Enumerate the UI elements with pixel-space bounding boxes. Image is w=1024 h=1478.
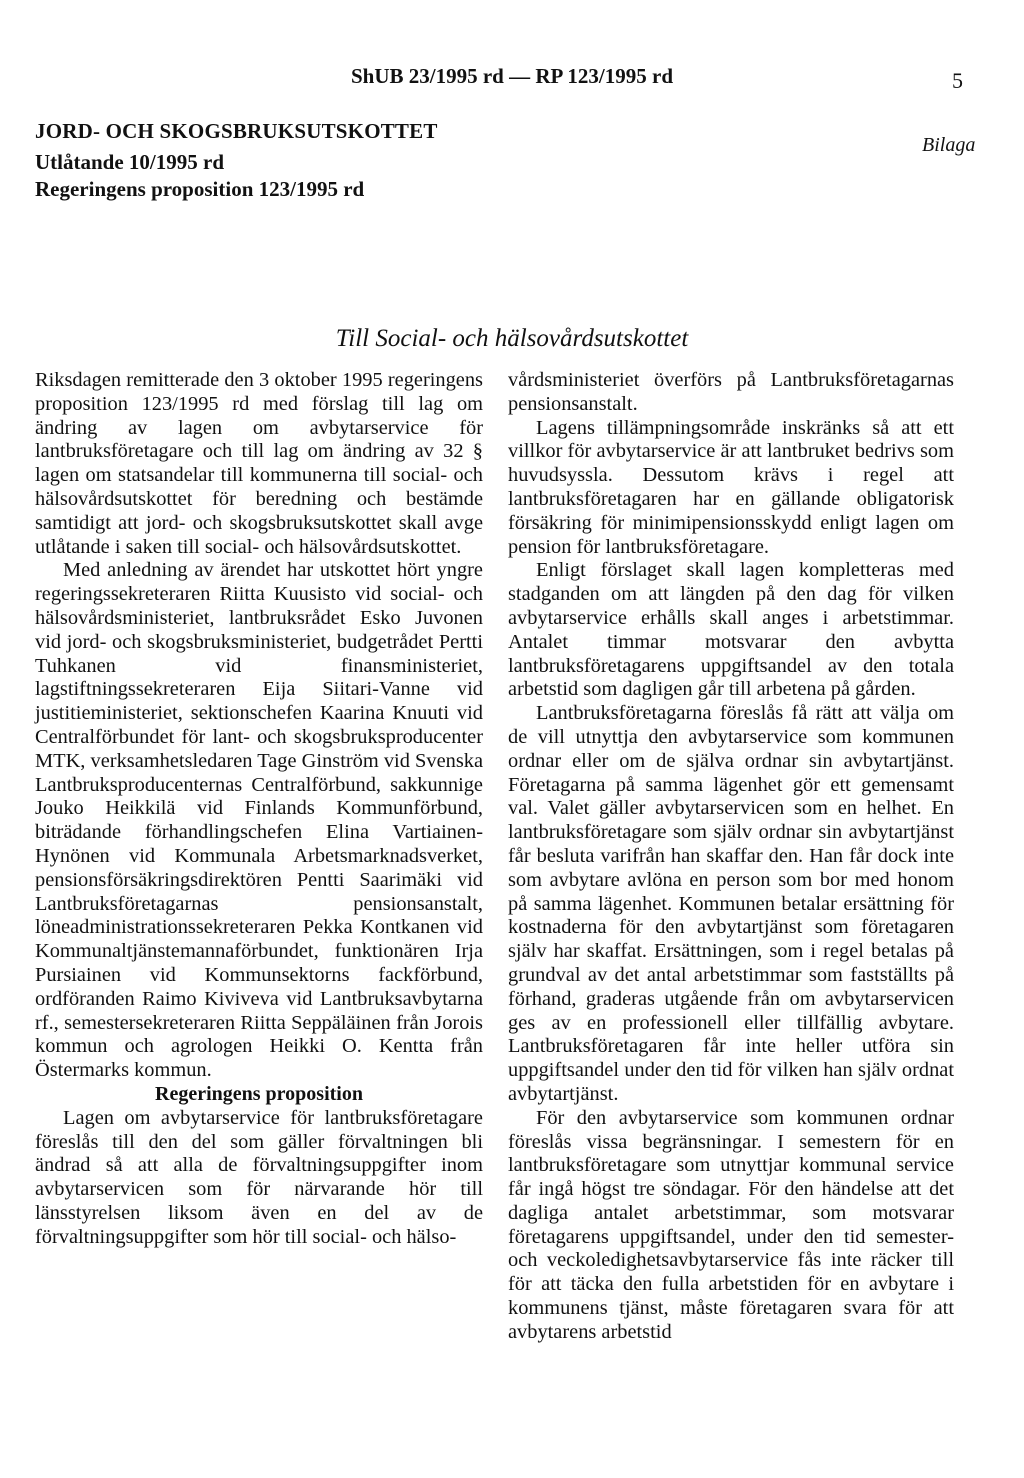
- right-column: [508, 369, 954, 1345]
- running-header: ShUB 23/1995 rd — RP 123/1995 rd: [350, 64, 674, 88]
- paragraph-choice: Lantbruksföretagarna föreslås få rätt att välja om de vill utnyttja den avbytarservice som kommunen ordnar eller om de själva ordnar sin avbytartjänst. Företagarna på samma lägenhet gör ett gemensamt val. Valet gäller avbytarservicen som en helhet. En lantbruksföretagare som själv ordnar sin avbytartjänst får besluta varifrån han skaffar den. Han får dock inte som avbytare avlöna en person som bor med honom på samma lägenhet. Kommunen betalar ersättning för kostnaderna för den avbytartjänst som företagaren själv har skaffat. Ersättningen, som i regel betalas på grundval av det antal arbetstimmar som fastställts på förhand, graderas utgående från om avbytarservicen ges av en professionell eller tillfällig avbytare. Lantbruksföretagaren får inte heller utföra sin uppgiftsandel under den tid för vilken han själv ordnat avbytartjänst.: [508, 702, 954, 1105]
- paragraph-proposition: Lagen om avbytarservice för lantbruksföretagare föreslås till den del som gäller förvaltningen bli ändrad så att alla de förvaltningsuppgifter inom avbytarservicen som för närvarande hör till länsstyrelsen liksom även en del av de förvaltningsuppgifter som hör till social- och hälso-: [35, 1106, 483, 1248]
- page-number: 5: [952, 68, 963, 93]
- paragraph-hearings: Med anledning av ärendet har utskottet hört yngre regeringssekreteraren Riitta Kuusisto vid social- och hälsovårdsministeriet, lantbruksrådet Esko Juvonen vid jord- och skogsbruksministeriet, budgetrådet Pertti Tuhkanen vid finansministeriet, lagstiftningssekreteraren Eija Siitari-Vanne vid justitieministeriet, sektionschefen Kaarina Knuuti vid Centralförbundet för lant- och skogsbruksproducenter MTK, verksamhetsledaren Tage Ginström vid Svenska Lantbruksproducenternas Centralförbund, sakkunnige Jouko Heikkilä vid Finlands Kommunförbund, biträdande förhandlingschefen Elina Vartiainen-Hynönen vid Kommunala Arbetsmarknadsverket, pensionsförsäkringsdirektören Pentti Saarimäki vid Lantbruksföretagarnas pensionsanstalt, löneadministrationssekreteraren Pekka Kontkanen vid Kommunaltjänstemannaförbundet, funktionären Irja Pursiainen vid Kommunsektorns fackförbund, ordföranden Raimo Kiviveva vid Lantbruksavbytarna rf., semestersekreteraren Riitta Seppäläinen från Jorois kommun och agrologen Heikki O. Kentta från Östermarks kommun.: [35, 559, 483, 1082]
- left-column: [35, 369, 483, 1249]
- paragraph-remittance: Riksdagen remitterade den 3 oktober 1995 regeringens proposition 123/1995 rd med förslag till lag om ändring av lagen om avbytarservice för lantbruksföretagare och till lag om ändring av 32 § lagen om statsandelar till kommunerna till social- och hälsovårdsutskottet för beredning och bestämde samtidigt att jord- och skogsbruksutskottet skall avge utlåtande i saken till social- och hälsovårdsutskottet.: [35, 369, 483, 558]
- committee-name: JORD- OCH SKOGSBRUKSUTSKOTTET: [35, 119, 438, 143]
- paragraph-working-hours: Enligt förslaget skall lagen kompletteras med stadganden om att längden på den dag för vilken avbytarservice erhålls skall anges i arbetstimmar. Antalet timmar motsvarar den avbytta lantbruksföretagarens uppgiftsandel av den totala arbetstid som dagligen går till arbetena på gården.: [508, 559, 954, 701]
- section-heading-proposition: Regeringens proposition: [155, 1082, 363, 1105]
- paragraph-continuation: vårdsministeriet överförs på Lantbruksföretagarnas pensionsanstalt.: [508, 369, 954, 415]
- proposition-reference: Regeringens proposition 123/1995 rd: [35, 177, 365, 201]
- addressee-heading: Till Social- och hälsovårdsutskottet: [335, 325, 689, 352]
- annex-label: Bilaga: [922, 134, 976, 156]
- paragraph-scope: Lagens tillämpningsområde inskränks så att ett villkor för avbytarservice är att lantbruket bedrivs som huvudsyssla. Dessutom krävs i regel att lantbruksföretagaren har en gällande obligatorisk försäkring för minimipensionsskydd enligt lagen om pension för lantbruksföretagare.: [508, 416, 954, 558]
- statement-number: Utlåtande 10/1995 rd: [35, 150, 224, 174]
- paragraph-limitations: För den avbytarservice som kommunen ordnar föreslås vissa begränsningar. I semestern för en lantbruksföretagare som utnyttjar kommunal service får ingå högst tre söndagar. För den händelse att det dagliga antalet arbetstimmar, som motsvarar företagarens uppgiftsandel, under den tid semester- och veckoledighetsavbytarservice fås inte räcker till för att täcka den fulla arbetstiden för en avbytare i kommunens tjänst, måste företagaren svara för att avbytarens arbetstid: [508, 1106, 954, 1343]
